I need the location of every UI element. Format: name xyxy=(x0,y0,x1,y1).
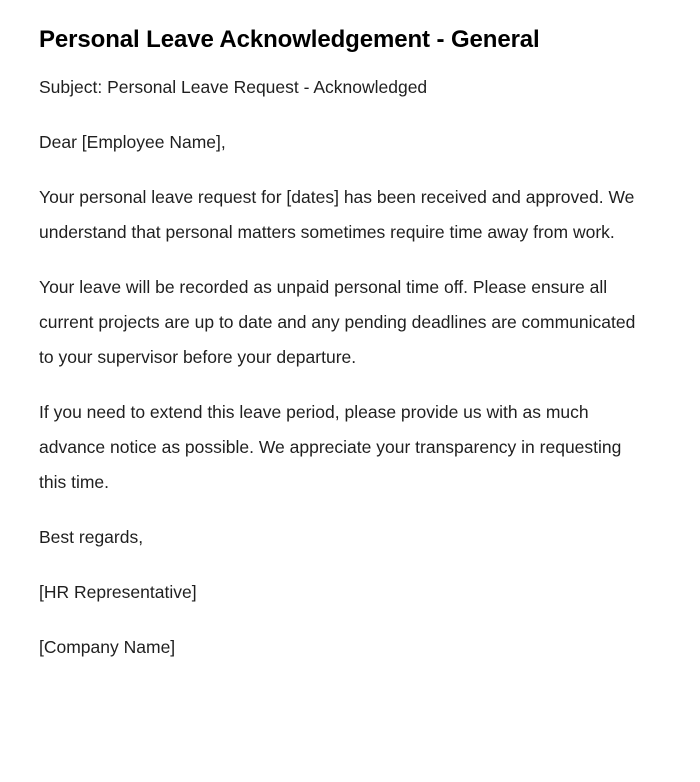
body-paragraph-1: Your personal leave request for [dates] has been received and approved. We understand that personal matters sometimes require time away from work. xyxy=(39,187,635,242)
letter-content xyxy=(39,24,640,665)
signature-company: [Company Name] xyxy=(39,637,176,657)
salutation: Dear [Employee Name], xyxy=(39,132,226,152)
page-title: Personal Leave Acknowledgement - General xyxy=(39,26,540,53)
closing-salutation: Best regards, xyxy=(39,527,144,547)
signature-role: [HR Representative] xyxy=(39,582,197,602)
body-paragraph-3: If you need to extend this leave period, please provide us with as much advance notice as possible. We appreciate your transparency in requesting this time. xyxy=(39,402,622,492)
subject-line: Subject: Personal Leave Request - Acknowledged xyxy=(39,77,428,97)
body-paragraph-2: Your leave will be recorded as unpaid personal time off. Please ensure all current projects are up to date and any pending deadlines are communicated to your supervisor before your departure. xyxy=(39,277,636,367)
